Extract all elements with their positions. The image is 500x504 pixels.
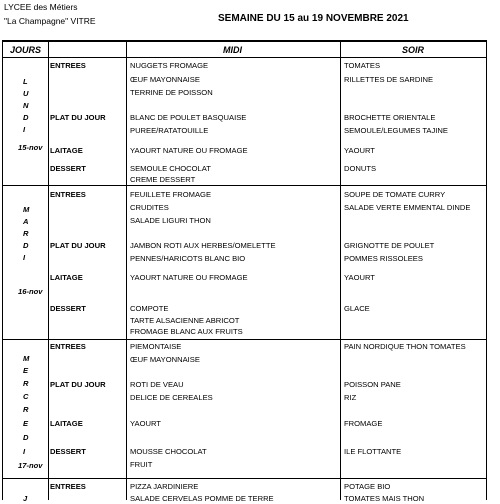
day-letter: C bbox=[23, 392, 29, 401]
header-bottom-border bbox=[2, 57, 487, 58]
category-label: DESSERT bbox=[50, 164, 86, 173]
category-label: PLAT DU JOUR bbox=[50, 380, 106, 389]
day-date: 16-nov bbox=[18, 287, 43, 296]
midi-item: DELICE DE CEREALES bbox=[130, 393, 213, 402]
col-header-midi: MIDI bbox=[223, 45, 242, 55]
soir-item: GRIGNOTTE DE POULET bbox=[344, 241, 435, 250]
day-date: 17-nov bbox=[18, 461, 43, 470]
category-label: LAITAGE bbox=[50, 273, 83, 282]
soir-item: FROMAGE bbox=[344, 419, 383, 428]
day-letter: A bbox=[23, 217, 29, 226]
midi-item: YAOURT NATURE OU FROMAGE bbox=[130, 273, 248, 282]
col-divider-jours bbox=[48, 40, 49, 500]
midi-item: PIZZA JARDINIERE bbox=[130, 482, 199, 491]
midi-item: ŒUF MAYONNAISE bbox=[130, 355, 200, 364]
soir-item: YAOURT bbox=[344, 273, 375, 282]
soir-item: GLACE bbox=[344, 304, 370, 313]
soir-item: SEMOULE/LEGUMES TAJINE bbox=[344, 126, 448, 135]
midi-item: YAOURT bbox=[130, 419, 161, 428]
day-letter: D bbox=[23, 433, 29, 442]
table-top-border bbox=[2, 40, 487, 42]
midi-item: JAMBON ROTI AUX HERBES/OMELETTE bbox=[130, 241, 276, 250]
soir-item: SOUPE DE TOMATE CURRY bbox=[344, 190, 446, 199]
day-letter: I bbox=[23, 125, 26, 134]
midi-item: SALADE CERVELAS POMME DE TERRE bbox=[130, 494, 274, 503]
school-location: "La Champagne" VITRE bbox=[4, 16, 96, 26]
day-separator bbox=[2, 339, 487, 340]
category-label: DESSERT bbox=[50, 304, 86, 313]
category-label: LAITAGE bbox=[50, 146, 83, 155]
midi-item: TARTE ALSACIENNE ABRICOT bbox=[130, 316, 240, 325]
week-title: SEMAINE DU 15 au 19 NOVEMBRE 2021 bbox=[218, 13, 409, 24]
midi-item: FROMAGE BLANC AUX FRUITS bbox=[130, 327, 243, 336]
soir-item: TOMATES bbox=[344, 61, 381, 70]
category-label: DESSERT bbox=[50, 447, 86, 456]
soir-item: POTAGE BIO bbox=[344, 482, 391, 491]
day-letter: R bbox=[23, 405, 29, 414]
midi-item: FRUIT bbox=[130, 460, 153, 469]
soir-item: PAIN NORDIQUE THON TOMATES bbox=[344, 342, 466, 351]
soir-item: TOMATES MAIS THON bbox=[344, 494, 425, 503]
category-label: ENTREES bbox=[50, 482, 86, 491]
school-name: LYCEE des Métiers bbox=[4, 2, 78, 12]
day-letter: E bbox=[23, 419, 29, 428]
day-letter: R bbox=[23, 379, 29, 388]
midi-item: BLANC DE POULET BASQUAISE bbox=[130, 113, 247, 122]
midi-item: SALADE LIGURI THON bbox=[130, 216, 211, 225]
col-header-jours: JOURS bbox=[10, 45, 42, 55]
midi-item: PIEMONTAISE bbox=[130, 342, 182, 351]
midi-item: FEUILLETE FROMAGE bbox=[130, 190, 212, 199]
category-label: ENTREES bbox=[50, 342, 86, 351]
day-letter: E bbox=[23, 366, 29, 375]
day-letter: M bbox=[23, 354, 30, 363]
soir-item: RIZ bbox=[344, 393, 357, 402]
table-right-border bbox=[486, 40, 487, 500]
day-separator bbox=[2, 478, 487, 479]
day-letter: U bbox=[23, 89, 29, 98]
soir-item: BROCHETTE ORIENTALE bbox=[344, 113, 436, 122]
col-header-soir: SOIR bbox=[402, 45, 425, 55]
day-letter: J bbox=[23, 494, 28, 503]
day-date: 15-nov bbox=[18, 143, 43, 152]
category-label: ENTREES bbox=[50, 190, 86, 199]
midi-item: YAOURT NATURE OU FROMAGE bbox=[130, 146, 248, 155]
day-letter: L bbox=[23, 77, 28, 86]
midi-item: MOUSSE CHOCOLAT bbox=[130, 447, 207, 456]
midi-item: PENNES/HARICOTS BLANC BIO bbox=[130, 254, 246, 263]
col-divider-cat bbox=[126, 40, 127, 500]
midi-item: SEMOULE CHOCOLAT bbox=[130, 164, 211, 173]
day-letter: M bbox=[23, 205, 30, 214]
soir-item: SALADE VERTE EMMENTAL DINDE bbox=[344, 203, 471, 212]
midi-item: CREME DESSERT bbox=[130, 175, 196, 184]
category-label: PLAT DU JOUR bbox=[50, 241, 106, 250]
day-separator bbox=[2, 185, 487, 186]
category-label: PLAT DU JOUR bbox=[50, 113, 106, 122]
day-letter: R bbox=[23, 229, 29, 238]
midi-item: CRUDITES bbox=[130, 203, 169, 212]
midi-item: PUREE/RATATOUILLE bbox=[130, 126, 209, 135]
midi-item: ROTI DE VEAU bbox=[130, 380, 184, 389]
day-letter: D bbox=[23, 113, 29, 122]
soir-item: ILE FLOTTANTE bbox=[344, 447, 402, 456]
soir-item: YAOURT bbox=[344, 146, 375, 155]
table-left-border bbox=[2, 40, 3, 500]
day-letter: I bbox=[23, 447, 26, 456]
col-divider-midi bbox=[340, 40, 341, 500]
category-label: ENTREES bbox=[50, 61, 86, 70]
midi-item: NUGGETS FROMAGE bbox=[130, 61, 209, 70]
category-label: LAITAGE bbox=[50, 419, 83, 428]
day-letter: I bbox=[23, 253, 26, 262]
day-letter: N bbox=[23, 101, 29, 110]
soir-item: POISSON PANE bbox=[344, 380, 401, 389]
soir-item: DONUTS bbox=[344, 164, 377, 173]
day-letter: D bbox=[23, 241, 29, 250]
midi-item: COMPOTE bbox=[130, 304, 169, 313]
midi-item: ŒUF MAYONNAISE bbox=[130, 75, 200, 84]
soir-item: RILLETTES DE SARDINE bbox=[344, 75, 434, 84]
midi-item: TERRINE DE POISSON bbox=[130, 88, 213, 97]
soir-item: POMMES RISSOLEES bbox=[344, 254, 423, 263]
